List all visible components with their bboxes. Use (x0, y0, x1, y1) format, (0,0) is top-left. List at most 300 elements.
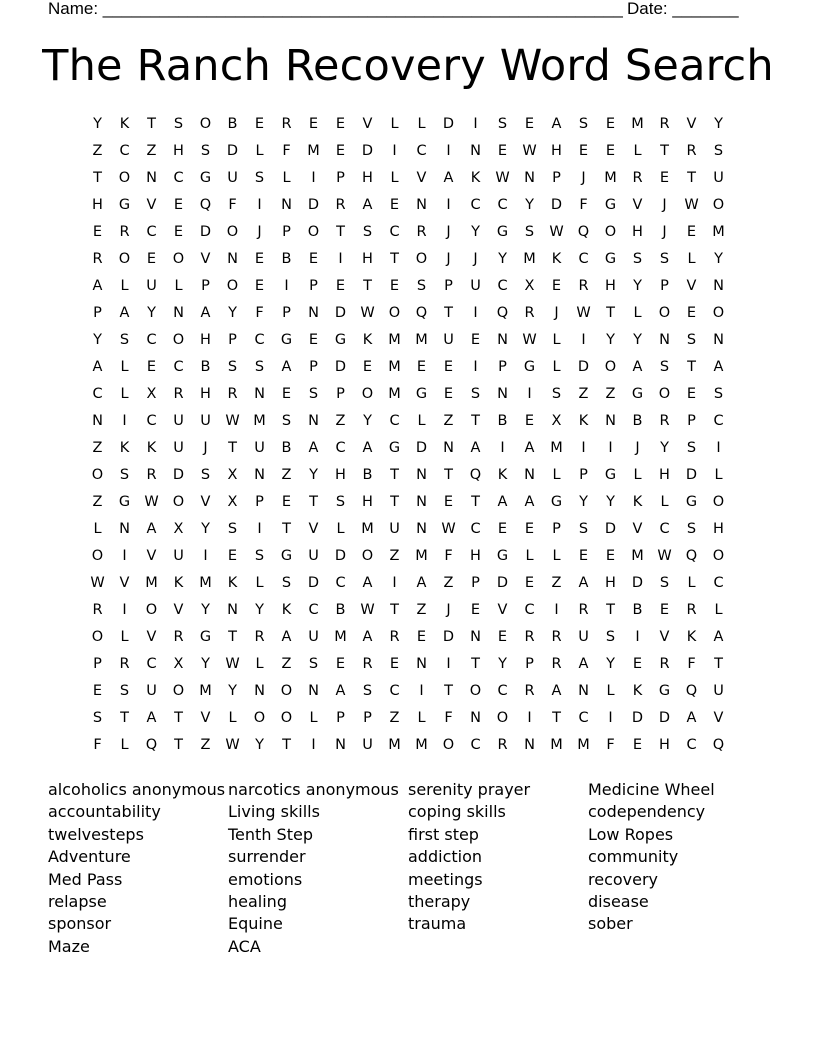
word-list-item: Medicine Wheel (588, 780, 715, 799)
grid-letter: R (389, 629, 400, 645)
grid-letter: N (308, 305, 319, 321)
grid-letter: I (446, 656, 451, 672)
grid-letter: N (470, 629, 481, 645)
grid-letter: T (444, 683, 453, 699)
grid-letter: E (443, 494, 454, 510)
grid-letter: J (446, 602, 451, 618)
grid-letter: F (579, 197, 588, 213)
grid-letter: S (713, 386, 724, 402)
grid-letter: O (442, 737, 455, 753)
grid-letter: D (334, 359, 347, 375)
grid-letter: E (632, 656, 643, 672)
grid-letter: R (524, 305, 535, 321)
grid-letter: C (335, 575, 346, 591)
grid-letter: T (390, 602, 399, 618)
grid-letter: Z (335, 413, 346, 429)
grid-letter: V (686, 278, 697, 294)
grid-letter: C (335, 440, 346, 456)
grid-letter: A (362, 629, 373, 645)
grid-letter: S (254, 548, 265, 564)
grid-letter: T (120, 710, 129, 726)
grid-letter: M (199, 575, 212, 591)
grid-letter: S (308, 386, 319, 402)
grid-letter: Q (145, 737, 158, 753)
grid-letter: O (118, 170, 131, 186)
grid-letter: I (257, 197, 262, 213)
grid-letter: R (173, 386, 184, 402)
grid-letter: T (336, 224, 345, 240)
grid-letter: P (228, 332, 237, 348)
grid-letter: T (228, 629, 237, 645)
grid-letter: K (173, 575, 184, 591)
grid-letter: X (173, 656, 184, 672)
grid-letter: M (388, 359, 401, 375)
grid-letter: A (119, 305, 130, 321)
grid-letter: J (446, 224, 451, 240)
grid-letter: T (363, 278, 372, 294)
grid-letter: S (659, 251, 670, 267)
grid-letter: N (524, 737, 535, 753)
grid-letter: A (443, 170, 454, 186)
grid-letter: S (686, 521, 697, 537)
grid-letter: E (308, 116, 319, 132)
grid-letter: O (712, 494, 725, 510)
grid-row (84, 705, 732, 732)
grid-letter: L (417, 413, 426, 429)
grid-letter: S (578, 116, 589, 132)
grid-letter: Z (281, 467, 292, 483)
grid-letter: B (281, 440, 292, 456)
grid-letter: V (173, 602, 184, 618)
grid-letter: E (254, 278, 265, 294)
grid-letter: S (254, 170, 265, 186)
grid-letter: G (388, 440, 401, 456)
grid-letter: B (632, 602, 643, 618)
grid-letter: M (523, 251, 536, 267)
grid-letter: A (524, 494, 535, 510)
grid-letter: Q (199, 197, 212, 213)
grid-letter: E (335, 116, 346, 132)
grid-letter: V (200, 251, 211, 267)
grid-letter: N (497, 386, 508, 402)
grid-letter: N (497, 332, 508, 348)
grid-letter: O (172, 494, 185, 510)
grid-letter: I (284, 278, 289, 294)
grid-letter: S (524, 224, 535, 240)
word-list-item: emotions (228, 869, 303, 889)
grid-letter: B (200, 359, 211, 375)
grid-letter: T (228, 440, 237, 456)
word-list-item: first step (408, 824, 479, 844)
grid-letter: C (308, 602, 319, 618)
word-list-item: Maze (48, 936, 90, 956)
grid-letter: Z (416, 602, 427, 618)
grid-letter: T (471, 494, 480, 510)
grid-letter: P (336, 710, 345, 726)
grid-letter: O (361, 386, 374, 402)
grid-row (84, 651, 732, 678)
grid-letter: P (282, 224, 291, 240)
word-list-item: Adventure (48, 847, 131, 867)
grid-letter: Z (389, 548, 400, 564)
grid-row (84, 354, 732, 381)
grid-letter: K (551, 251, 562, 267)
grid-letter: F (444, 710, 453, 726)
grid-letter: N (713, 278, 724, 294)
grid-letter: G (496, 224, 509, 240)
grid-letter: G (199, 629, 212, 645)
grid-letter: E (632, 737, 643, 753)
grid-letter: P (282, 305, 291, 321)
grid-letter: T (309, 494, 318, 510)
grid-row (84, 327, 732, 354)
grid-letter: E (470, 602, 481, 618)
word-list-item: Equine (228, 914, 283, 934)
grid-letter: D (442, 629, 455, 645)
grid-row (84, 462, 732, 489)
grid-letter: V (686, 116, 697, 132)
grid-letter: E (227, 548, 238, 564)
word-list-item: codependency (588, 802, 706, 822)
grid-row (84, 597, 732, 624)
grid-letter: L (552, 359, 561, 375)
grid-letter: L (714, 467, 723, 483)
grid-letter: R (92, 251, 103, 267)
grid-row (84, 273, 732, 300)
word-list-item: accountability (48, 802, 161, 822)
grid-letter: C (146, 413, 157, 429)
grid-letter: Y (714, 116, 723, 132)
grid-letter: S (686, 440, 697, 456)
grid-letter: G (631, 386, 644, 402)
grid-letter: P (552, 170, 561, 186)
grid-letter: O (712, 305, 725, 321)
grid-letter: C (173, 359, 184, 375)
grid-letter: R (119, 656, 130, 672)
grid-letter: L (120, 278, 129, 294)
grid-letter: E (524, 413, 535, 429)
grid-letter: C (470, 197, 481, 213)
grid-letter: M (253, 413, 266, 429)
grid-letter: T (606, 305, 615, 321)
grid-letter: T (174, 710, 183, 726)
grid-letter: R (146, 467, 157, 483)
grid-letter: A (146, 710, 157, 726)
grid-letter: R (254, 629, 265, 645)
grid-letter: E (389, 278, 400, 294)
grid-letter: Y (660, 440, 669, 456)
grid-letter: D (442, 116, 455, 132)
grid-letter: W (360, 602, 375, 618)
grid-letter: R (335, 197, 346, 213)
grid-letter: M (550, 440, 563, 456)
grid-letter: E (605, 116, 616, 132)
grid-letter: F (687, 656, 696, 672)
grid-letter: V (497, 602, 508, 618)
grid-letter: Y (498, 251, 507, 267)
grid-letter: U (578, 629, 589, 645)
grid-letter: X (146, 386, 157, 402)
grid-letter: S (119, 332, 130, 348)
grid-letter: L (633, 467, 642, 483)
grid-row (84, 381, 732, 408)
grid-letter: C (254, 332, 265, 348)
grid-letter: G (496, 548, 509, 564)
grid-letter: N (470, 143, 481, 159)
grid-letter: P (93, 656, 102, 672)
grid-row (84, 138, 732, 165)
grid-letter: I (122, 413, 127, 429)
grid-letter: E (335, 278, 346, 294)
grid-letter: P (498, 359, 507, 375)
grid-row (84, 489, 732, 516)
grid-letter: Y (228, 305, 237, 321)
grid-letter: A (416, 575, 427, 591)
grid-letter: R (362, 656, 373, 672)
grid-letter: V (146, 548, 157, 564)
date-field-label: Date: _______ (627, 0, 739, 18)
grid-letter: H (605, 575, 616, 591)
grid-letter: X (524, 278, 535, 294)
grid-row (84, 570, 732, 597)
grid-letter: E (335, 143, 346, 159)
grid-letter: E (416, 629, 427, 645)
grid-letter: C (659, 521, 670, 537)
grid-letter: M (388, 737, 401, 753)
grid-letter: W (225, 737, 240, 753)
grid-letter: W (90, 575, 105, 591)
grid-letter: G (415, 386, 428, 402)
grid-letter: Q (415, 305, 428, 321)
grid-letter: V (119, 575, 130, 591)
grid-letter: S (470, 386, 481, 402)
grid-letter: A (308, 440, 319, 456)
word-list-item: Living skills (228, 802, 320, 822)
grid-letter: H (659, 467, 670, 483)
grid-letter: N (119, 521, 130, 537)
grid-letter: H (713, 521, 724, 537)
word-list-item: Tenth Step (228, 824, 313, 844)
grid-letter: N (416, 197, 427, 213)
grid-letter: S (497, 116, 508, 132)
grid-letter: E (524, 575, 535, 591)
grid-letter: J (203, 440, 208, 456)
grid-letter: U (713, 683, 724, 699)
grid-letter: L (633, 305, 642, 321)
grid-letter: J (635, 440, 640, 456)
grid-letter: K (578, 413, 589, 429)
grid-letter: M (307, 143, 320, 159)
grid-letter: P (93, 305, 102, 321)
grid-letter: E (686, 224, 697, 240)
grid-letter: L (660, 494, 669, 510)
grid-letter: T (714, 656, 723, 672)
grid-letter: S (416, 278, 427, 294)
grid-letter: J (581, 170, 586, 186)
word-list-item: meetings (408, 869, 483, 889)
grid-letter: S (254, 359, 265, 375)
grid-letter: V (659, 629, 670, 645)
grid-letter: N (416, 521, 427, 537)
grid-letter: G (118, 197, 131, 213)
grid-letter: A (146, 521, 157, 537)
word-list-item: twelvesteps (48, 824, 144, 844)
grid-letter: E (173, 197, 184, 213)
grid-letter: I (122, 602, 127, 618)
page-title: The Ranch Recovery Word Search (42, 41, 774, 91)
word-list-item: alcoholics anonymous (48, 780, 226, 799)
grid-letter: Z (389, 710, 400, 726)
grid-letter: V (200, 710, 211, 726)
grid-row (84, 111, 732, 138)
grid-letter: Y (633, 278, 642, 294)
grid-letter: L (633, 143, 642, 159)
grid-letter: R (686, 143, 697, 159)
grid-row (84, 192, 732, 219)
grid-letter: S (632, 251, 643, 267)
grid-row (84, 543, 732, 570)
grid-letter: X (551, 413, 562, 429)
grid-letter: Y (93, 116, 102, 132)
grid-letter: Y (93, 332, 102, 348)
grid-letter: O (658, 305, 671, 321)
grid-letter: Z (281, 656, 292, 672)
grid-letter: O (307, 224, 320, 240)
grid-letter: H (632, 224, 643, 240)
grid-letter: G (334, 332, 347, 348)
grid-letter: T (147, 116, 156, 132)
grid-letter: E (659, 602, 670, 618)
grid-letter: H (605, 278, 616, 294)
grid-letter: Z (92, 143, 103, 159)
grid-letter: Y (606, 332, 615, 348)
grid-letter: Q (496, 305, 509, 321)
grid-letter: H (92, 197, 103, 213)
grid-letter: L (228, 710, 237, 726)
grid-letter: M (361, 521, 374, 537)
grid-letter: H (362, 170, 373, 186)
grid-letter: S (119, 467, 130, 483)
grid-letter: J (662, 224, 667, 240)
grid-letter: E (443, 386, 454, 402)
grid-letter: H (173, 143, 184, 159)
grid-letter: T (471, 656, 480, 672)
grid-row (84, 678, 732, 705)
grid-letter: E (524, 116, 535, 132)
grid-letter: D (631, 710, 644, 726)
grid-letter: T (606, 602, 615, 618)
grid-letter: L (552, 467, 561, 483)
grid-letter: G (280, 332, 293, 348)
grid-letter: P (444, 278, 453, 294)
grid-letter: C (146, 224, 157, 240)
grid-letter: P (309, 278, 318, 294)
grid-letter: X (227, 467, 238, 483)
word-list-item: therapy (408, 892, 471, 912)
grid-letter: A (524, 440, 535, 456)
grid-letter: P (471, 575, 480, 591)
word-list-item: narcotics anonymous (228, 780, 399, 799)
grid-letter: T (687, 359, 696, 375)
grid-letter: Y (471, 224, 480, 240)
grid-letter: E (362, 359, 373, 375)
grid-letter: C (389, 683, 400, 699)
grid-letter: A (551, 683, 562, 699)
grid-letter: I (608, 710, 613, 726)
grid-letter: M (388, 386, 401, 402)
grid-letter: J (257, 224, 262, 240)
grid-letter: L (687, 251, 696, 267)
grid-letter: N (146, 170, 157, 186)
grid-letter: M (388, 332, 401, 348)
grid-letter: G (658, 683, 671, 699)
grid-letter: S (362, 683, 373, 699)
grid-letter: L (174, 278, 183, 294)
grid-letter: N (227, 602, 238, 618)
grid-letter: R (416, 224, 427, 240)
grid-letter: M (577, 737, 590, 753)
grid-row (84, 219, 732, 246)
grid-letter: M (415, 548, 428, 564)
grid-letter: C (578, 710, 589, 726)
grid-letter: O (496, 710, 509, 726)
grid-letter: T (687, 170, 696, 186)
grid-letter: Z (146, 143, 157, 159)
grid-letter: N (524, 467, 535, 483)
grid-letter: E (146, 251, 157, 267)
grid-letter: M (631, 116, 644, 132)
word-list-item: serenity prayer (408, 780, 531, 799)
word-list-item: community (588, 847, 679, 867)
grid-letter: J (554, 305, 559, 321)
grid-letter: E (524, 521, 535, 537)
grid-letter: S (605, 629, 616, 645)
grid-letter: I (500, 440, 505, 456)
grid-letter: W (441, 521, 456, 537)
grid-letter: K (119, 116, 130, 132)
grid-letter: R (281, 116, 292, 132)
grid-letter: V (632, 197, 643, 213)
grid-letter: N (416, 467, 427, 483)
grid-letter: E (254, 116, 265, 132)
grid-letter: H (335, 467, 346, 483)
grid-letter: A (335, 683, 346, 699)
grid-letter: R (551, 656, 562, 672)
grid-letter: L (255, 656, 264, 672)
grid-letter: E (497, 521, 508, 537)
grid-letter: C (497, 197, 508, 213)
grid-letter: S (227, 521, 238, 537)
grid-letter: A (200, 305, 211, 321)
grid-letter: U (443, 332, 454, 348)
grid-letter: H (659, 737, 670, 753)
grid-letter: X (173, 521, 184, 537)
grid-letter: T (444, 467, 453, 483)
grid-letter: C (497, 278, 508, 294)
grid-letter: D (307, 575, 320, 591)
grid-letter: M (604, 170, 617, 186)
grid-letter: C (578, 251, 589, 267)
word-list-item: trauma (408, 914, 467, 934)
grid-letter: L (417, 116, 426, 132)
grid-letter: I (338, 251, 343, 267)
grid-letter: V (146, 629, 157, 645)
grid-letter: T (390, 251, 399, 267)
grid-letter: Y (147, 305, 156, 321)
grid-letter: E (254, 251, 265, 267)
grid-letter: F (255, 305, 264, 321)
grid-letter: V (362, 116, 373, 132)
